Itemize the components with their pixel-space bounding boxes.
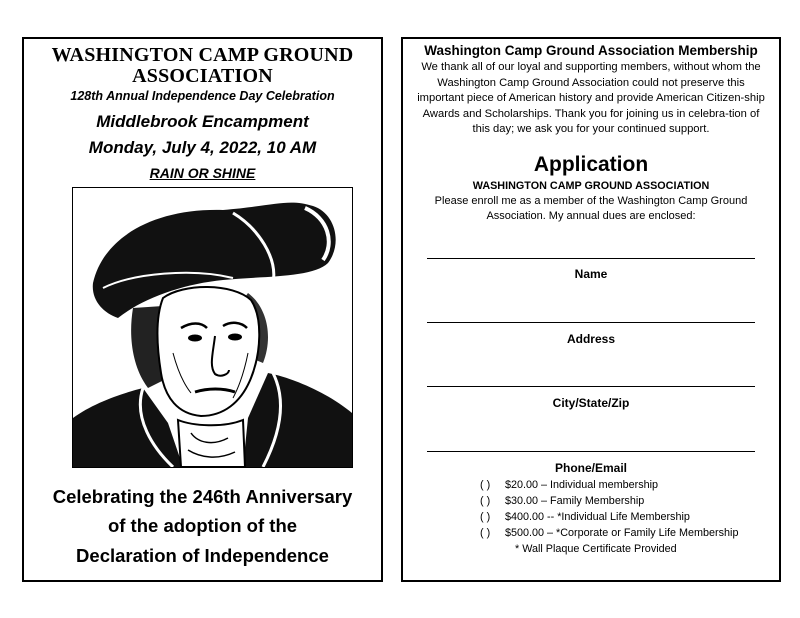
organization-title	[24, 45, 381, 87]
membership-option[interactable]	[480, 511, 690, 523]
org-title-line1: WASHINGTON CAMP GROUND	[51, 44, 354, 66]
anniversary-caption-line2: of the adoption of the	[107, 515, 298, 536]
membership-application-panel	[401, 37, 781, 582]
phone-email-field-label: Phone/Email	[554, 461, 628, 475]
option-checkbox[interactable]: ( )	[480, 511, 491, 523]
phone-email-field-line[interactable]	[427, 451, 755, 452]
anniversary-caption-line3: Declaration of Independence	[76, 545, 329, 566]
option-label: $20.00 – Individual membership	[505, 479, 659, 491]
option-label: $400.00 -- *Individual Life Membership	[505, 511, 690, 523]
membership-option[interactable]	[480, 495, 644, 507]
address-field-label: Address	[566, 332, 616, 346]
name-field-label: Name	[574, 267, 608, 281]
enroll-instructions: Please enroll me as a member of the Washington Camp Ground Association. My annual dues are enclosed:	[434, 195, 748, 222]
membership-option[interactable]	[480, 479, 658, 491]
address-field-line[interactable]	[427, 322, 755, 323]
option-checkbox[interactable]: ( )	[480, 495, 491, 507]
option-checkbox[interactable]: ( )	[480, 479, 491, 491]
portrait-illustration-icon	[73, 188, 352, 467]
option-label: $500.00 – *Corporate or Family Life Membership	[505, 527, 739, 539]
city-state-zip-field-line[interactable]	[427, 386, 755, 387]
anniversary-caption-line1: Celebrating the 246th Anniversary	[52, 486, 353, 507]
event-date-time: Monday, July 4, 2022, 10 AM	[88, 138, 317, 157]
option-checkbox[interactable]: ( )	[480, 527, 491, 539]
city-state-zip-field-label: City/State/Zip	[552, 396, 630, 410]
name-field-line[interactable]	[427, 258, 755, 259]
membership-title: Washington Camp Ground Association Membership	[424, 43, 758, 58]
application-org-name: WASHINGTON CAMP GROUND ASSOCIATION	[472, 180, 710, 192]
rain-or-shine-notice: RAIN OR SHINE	[149, 165, 256, 181]
encampment-title: Middlebrook Encampment	[96, 112, 309, 131]
membership-option[interactable]	[480, 527, 738, 539]
event-subtitle: 128th Annual Independence Day Celebration	[70, 89, 335, 103]
membership-intro-text: We thank all of our loyal and supporting members, without whom the Washington Camp Ground Association could not preserve this important piece of American history and provide American Citizen-ship Awards and Scholarships. Thank you for joining us in celebra-tion of this day; we ask you for your continued support.	[417, 61, 765, 135]
wall-plaque-footnote: * Wall Plaque Certificate Provided	[515, 543, 677, 555]
option-label: $30.00 – Family Membership	[505, 495, 645, 507]
washington-portrait-image	[72, 187, 353, 468]
application-heading: Application	[533, 153, 649, 176]
event-flyer-panel	[22, 37, 383, 582]
org-title-line2: ASSOCIATION	[132, 65, 273, 87]
